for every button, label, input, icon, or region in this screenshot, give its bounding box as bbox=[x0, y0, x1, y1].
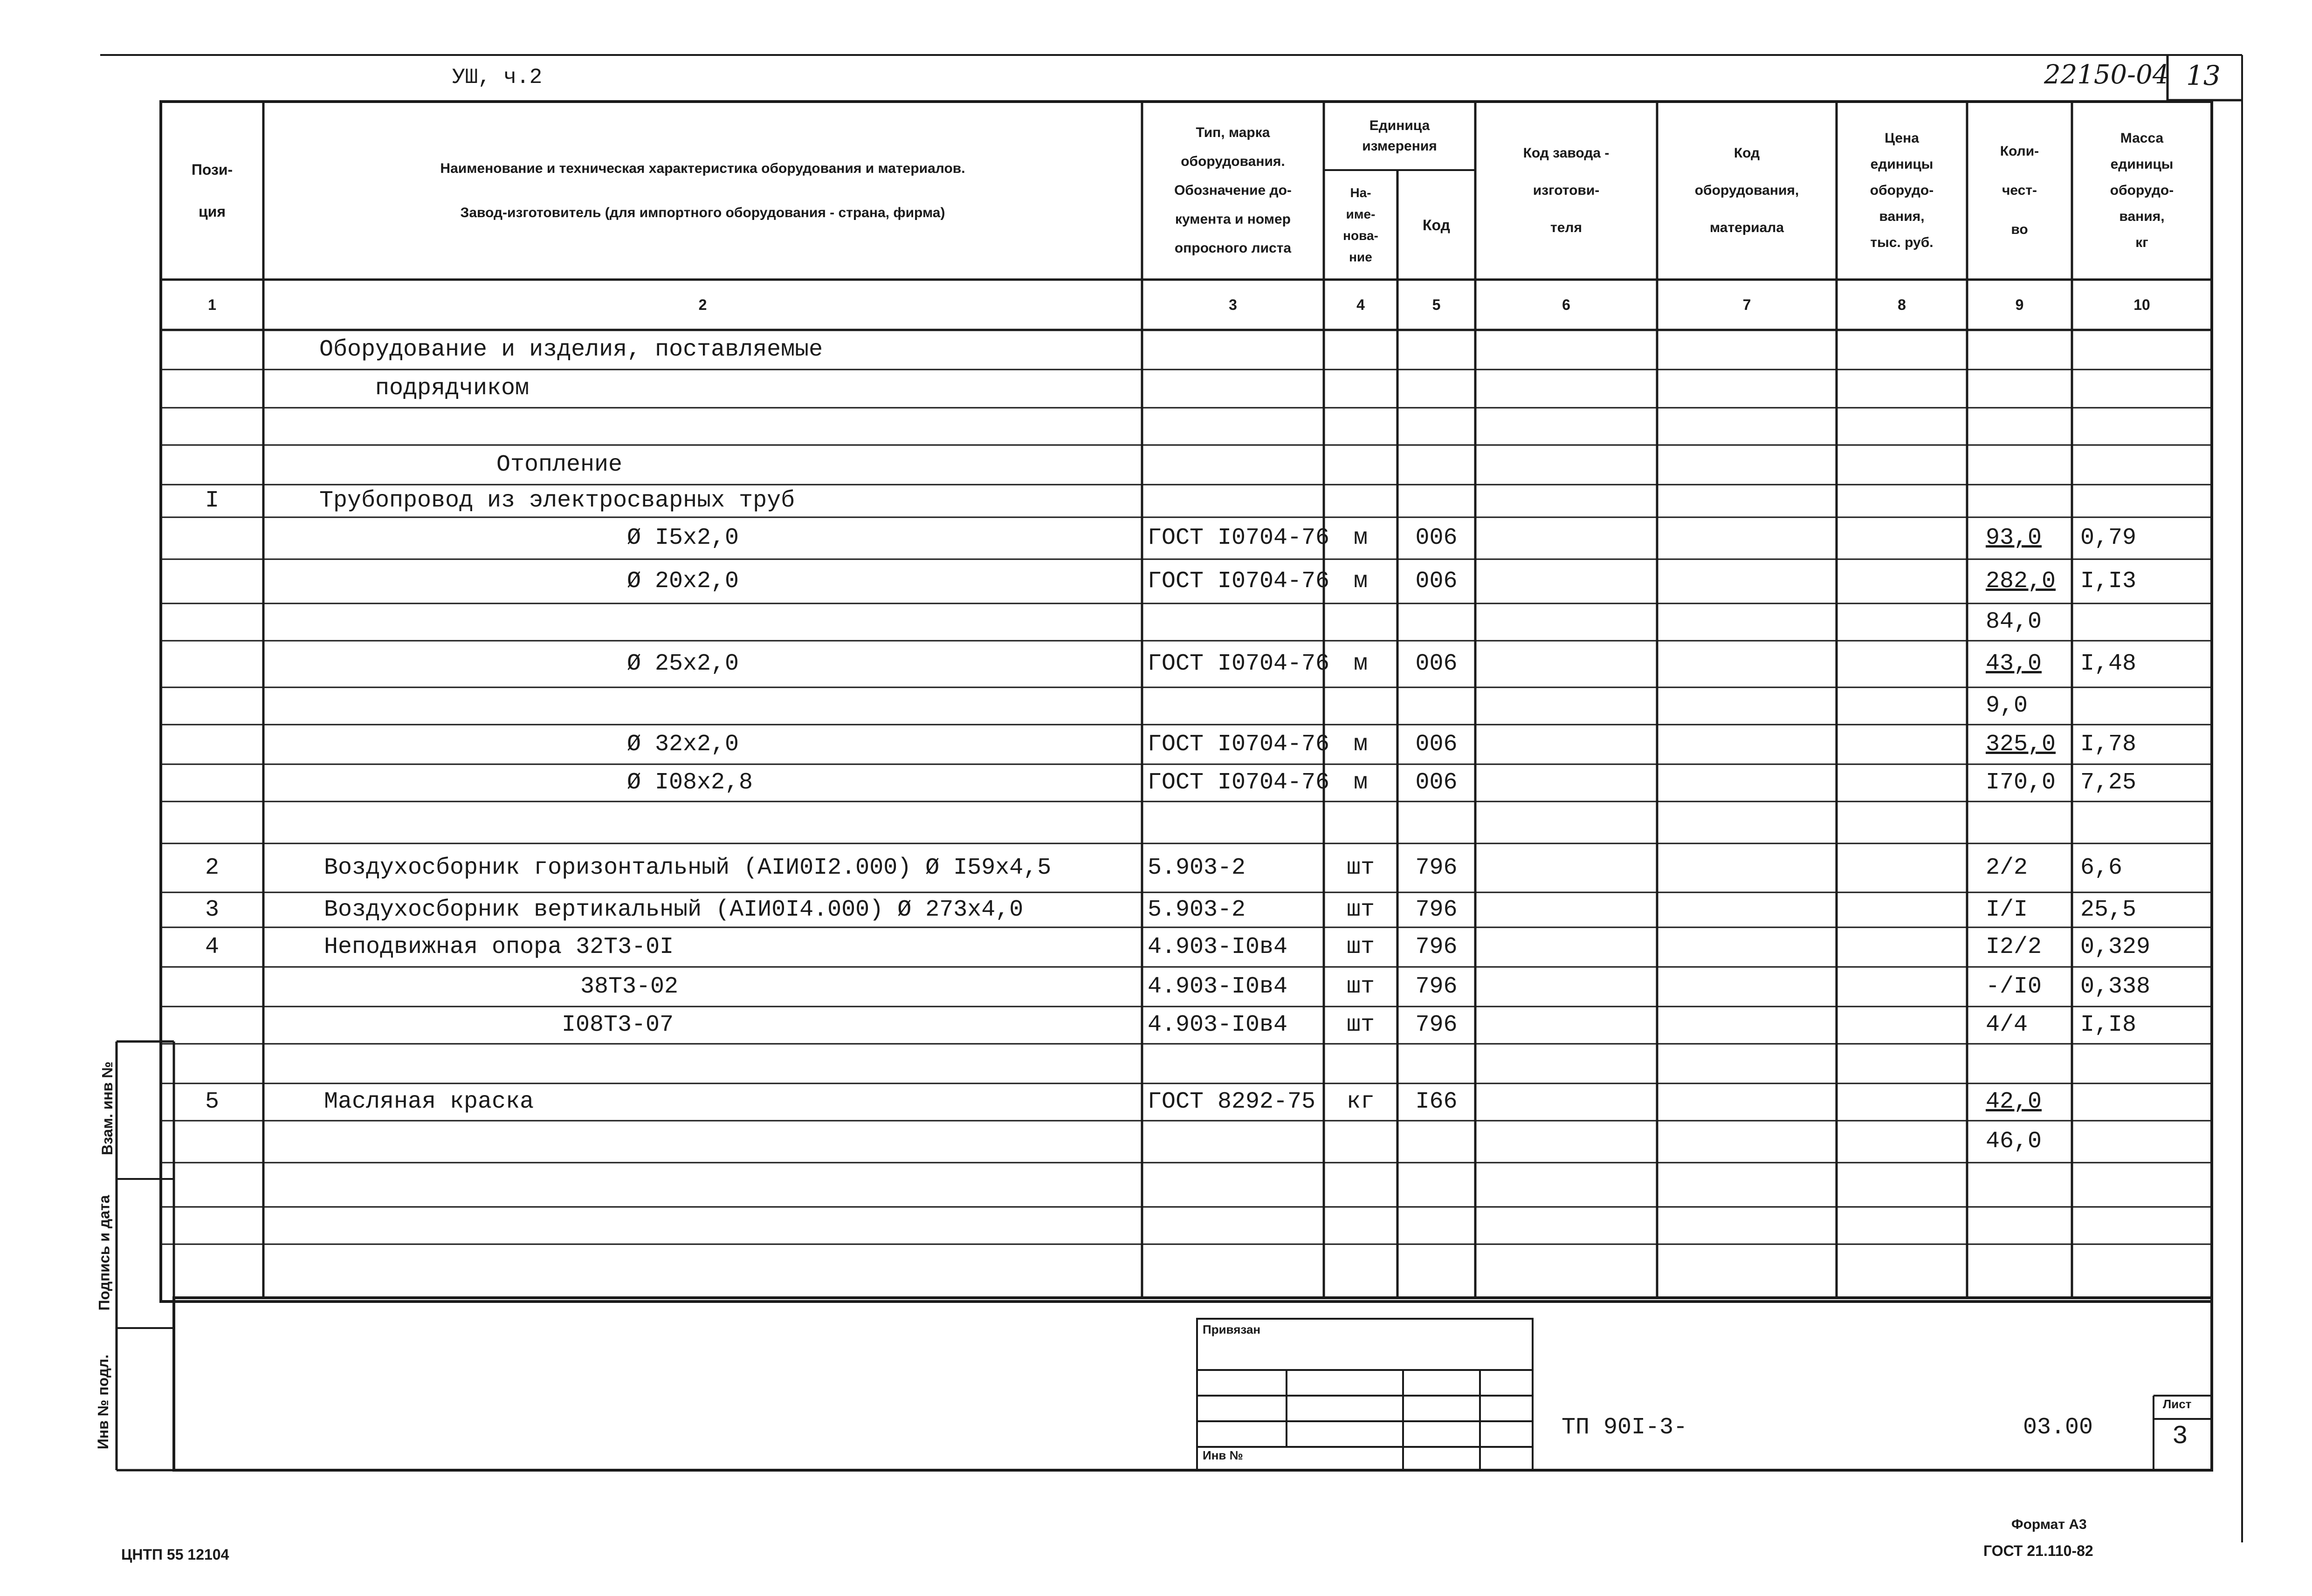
row-quantity: 2/2 bbox=[1986, 855, 2028, 881]
row-mass: I,48 bbox=[2080, 651, 2137, 677]
column-number-3 bbox=[1142, 280, 1324, 330]
header-text: име- bbox=[1346, 206, 1376, 221]
column-number-9 bbox=[1967, 280, 2072, 330]
header-text: ция bbox=[198, 203, 226, 220]
row-position: 4 bbox=[205, 934, 219, 960]
row-unit: м bbox=[1353, 731, 1368, 758]
column-number-10 bbox=[2072, 280, 2212, 330]
column-number-5 bbox=[1397, 280, 1475, 330]
row-quantity: -/I0 bbox=[1986, 973, 2042, 1000]
header-text: Код завода - bbox=[1523, 145, 1610, 161]
stamp-list-number: 3 bbox=[2172, 1421, 2188, 1451]
row-unit-code: 006 bbox=[1415, 525, 1458, 551]
side-label-vzam: Взам. инв № bbox=[99, 1061, 116, 1156]
bottom-left-stamp: ЦНТП 55 12104 bbox=[121, 1546, 229, 1563]
header-text: Единица bbox=[1369, 117, 1430, 133]
header-text: Коли- bbox=[2000, 144, 2039, 159]
header-text: Наименование и техническая характеристика оборудования и материалов. bbox=[440, 161, 965, 176]
column-number-7 bbox=[1657, 280, 1837, 330]
header-unit-code bbox=[1397, 170, 1475, 280]
header-text: оборудо- bbox=[1870, 183, 1934, 198]
row-quantity: I70,0 bbox=[1986, 769, 2056, 796]
row-name: I08Т3-07 bbox=[562, 1012, 674, 1038]
row-document: ГОСТ I0704-76 bbox=[1148, 525, 1330, 551]
row-document: ГОСТ I0704-76 bbox=[1148, 568, 1330, 595]
row-unit: шт bbox=[1346, 934, 1375, 960]
header-text: изготови- bbox=[1533, 183, 1600, 198]
header-text: 1 bbox=[208, 296, 216, 313]
row-document: ГОСТ I0704-76 bbox=[1148, 731, 1330, 758]
header-text: 5 bbox=[1432, 296, 1441, 313]
row-position: 5 bbox=[205, 1089, 219, 1115]
row-mass: 0,338 bbox=[2080, 973, 2151, 1000]
column-number-4 bbox=[1324, 280, 1397, 330]
gost-label: ГОСТ 21.110-82 bbox=[1983, 1542, 2093, 1559]
row-unit: кг bbox=[1346, 1089, 1375, 1115]
row-name: Ø I5x2,0 bbox=[627, 525, 739, 551]
header-mass bbox=[2072, 102, 2212, 280]
row-name: Масляная краска bbox=[324, 1089, 534, 1115]
header-text: теля bbox=[1550, 220, 1582, 235]
header-equipment-code bbox=[1657, 102, 1837, 280]
row-document: ГОСТ 8292-75 bbox=[1148, 1089, 1316, 1115]
row-unit-code: 006 bbox=[1415, 568, 1458, 595]
row-mass: I,I8 bbox=[2080, 1012, 2137, 1038]
row-name: Отопление bbox=[496, 452, 623, 478]
row-name: Ø 25x2,0 bbox=[627, 651, 739, 677]
header-text: вания, bbox=[1879, 209, 1925, 224]
row-mass: I,78 bbox=[2080, 731, 2137, 758]
header-text: единицы bbox=[2110, 157, 2174, 172]
row-document: ГОСТ I0704-76 bbox=[1148, 651, 1330, 677]
column-number-2 bbox=[263, 280, 1142, 330]
row-name: Ø 20x2,0 bbox=[627, 568, 739, 595]
row-name: 38Т3-02 bbox=[580, 973, 679, 1000]
row-document: ГОСТ I0704-76 bbox=[1148, 769, 1330, 796]
row-unit: м bbox=[1353, 769, 1368, 796]
row-document: 4.903-I0в4 bbox=[1148, 934, 1288, 960]
header-text: опросного листа bbox=[1174, 240, 1292, 256]
row-quantity: I/I bbox=[1986, 897, 2028, 923]
row-unit: м bbox=[1353, 525, 1368, 551]
header-text: 7 bbox=[1742, 296, 1751, 313]
header-text: кумента и номер bbox=[1175, 212, 1291, 227]
row-document: 4.903-I0в4 bbox=[1148, 973, 1288, 1000]
row-unit-code: 796 bbox=[1415, 897, 1458, 923]
row-name: Ø 32x2,0 bbox=[627, 731, 739, 758]
row-unit-code: I66 bbox=[1415, 1089, 1458, 1115]
row-position: I bbox=[205, 487, 219, 514]
header-text: ние bbox=[1349, 249, 1372, 264]
row-unit: шт bbox=[1346, 973, 1375, 1000]
row-mass: 0,79 bbox=[2080, 525, 2137, 551]
column-number-6 bbox=[1475, 280, 1657, 330]
header-text: материала bbox=[1709, 220, 1784, 235]
header-text: чест- bbox=[2002, 183, 2037, 198]
header-text: единицы bbox=[1870, 157, 1934, 172]
header-text: Код bbox=[1423, 216, 1450, 233]
row-mass: 6,6 bbox=[2080, 855, 2123, 881]
row-document: 5.903-2 bbox=[1148, 897, 1246, 923]
row-mass: 25,5 bbox=[2080, 897, 2137, 923]
row-unit-code: 006 bbox=[1415, 651, 1458, 677]
header-text: Цена bbox=[1885, 130, 1919, 146]
column-number-1 bbox=[161, 280, 263, 330]
header-text: 8 bbox=[1898, 296, 1906, 313]
row-unit: шт bbox=[1346, 855, 1375, 881]
row-name: Ø I08x2,8 bbox=[627, 769, 753, 796]
row-quantity: 46,0 bbox=[1986, 1128, 2042, 1155]
row-quantity: 84,0 bbox=[1986, 609, 2042, 635]
side-label-signature: Подпись и дата bbox=[96, 1195, 113, 1311]
header-text: 3 bbox=[1229, 296, 1237, 313]
row-quantity: 4/4 bbox=[1986, 1012, 2028, 1038]
row-name: Неподвижная опора 32Т3-0I bbox=[324, 934, 674, 960]
row-document: 5.903-2 bbox=[1148, 855, 1246, 881]
row-name: Воздухосборник горизонтальный (АIИ0I2.000) Ø I59x4,5 bbox=[324, 855, 1052, 881]
header-text: Тип, марка bbox=[1196, 125, 1270, 140]
header-price bbox=[1837, 102, 1967, 280]
header-text: 6 bbox=[1562, 296, 1570, 313]
stamp-designation: ТП 90I-3- bbox=[1562, 1414, 1688, 1441]
header-name bbox=[263, 102, 1142, 280]
row-unit-code: 796 bbox=[1415, 1012, 1458, 1038]
header-text: кг bbox=[2135, 235, 2148, 250]
row-document: 4.903-I0в4 bbox=[1148, 1012, 1288, 1038]
header-text: 9 bbox=[2015, 296, 2024, 313]
header-text: нова- bbox=[1343, 228, 1378, 243]
row-quantity: 42,0 bbox=[1986, 1089, 2042, 1115]
row-mass: 7,25 bbox=[2080, 769, 2137, 796]
handwritten-code: 22150-04 bbox=[2044, 60, 2169, 90]
row-position: 3 bbox=[205, 897, 219, 923]
row-unit: м bbox=[1353, 568, 1368, 595]
header-text: во bbox=[2011, 222, 2028, 237]
header-text: 10 bbox=[2133, 296, 2150, 313]
page-number-top: 13 bbox=[2186, 60, 2221, 91]
row-unit: м bbox=[1353, 651, 1368, 677]
stamp-inv-no: Инв № bbox=[1203, 1448, 1243, 1462]
stamp-list-label: Лист bbox=[2163, 1397, 2192, 1411]
header-text: Обозначение до- bbox=[1174, 183, 1292, 198]
row-unit: шт bbox=[1346, 897, 1375, 923]
row-quantity: 9,0 bbox=[1986, 692, 2028, 719]
header-text: вания, bbox=[2119, 209, 2165, 224]
stamp-code: 03.00 bbox=[2023, 1414, 2093, 1441]
header-text: Завод-изготовитель (для импортного оборудования - страна, фирма) bbox=[460, 205, 945, 220]
header-quantity bbox=[1967, 102, 2072, 280]
row-quantity: 282,0 bbox=[1986, 568, 2056, 595]
header-text: тыс. руб. bbox=[1870, 235, 1934, 250]
stamp-privyazan: Привязан bbox=[1203, 1322, 1261, 1336]
side-label-inv: Инв № подл. bbox=[95, 1354, 112, 1450]
row-mass: 0,329 bbox=[2080, 934, 2151, 960]
header-position bbox=[161, 102, 263, 280]
header-unit-group bbox=[1324, 102, 1475, 170]
row-unit-code: 006 bbox=[1415, 731, 1458, 758]
row-name: Оборудование и изделия, поставляемые bbox=[319, 336, 823, 363]
header-text: измерения bbox=[1362, 138, 1437, 154]
row-unit-code: 796 bbox=[1415, 973, 1458, 1000]
header-plant-code bbox=[1475, 102, 1657, 280]
row-name: подрядчиком bbox=[375, 375, 530, 402]
header-unit-name bbox=[1324, 170, 1397, 280]
header-text: Пози- bbox=[191, 161, 233, 178]
row-mass: I,I3 bbox=[2080, 568, 2137, 595]
header-text: Масса bbox=[2120, 130, 2164, 146]
row-unit-code: 006 bbox=[1415, 769, 1458, 796]
row-position: 2 bbox=[205, 855, 219, 881]
header-text: На- bbox=[1350, 185, 1371, 200]
column-number-8 bbox=[1837, 280, 1967, 330]
stamp-frame bbox=[174, 1298, 2212, 1470]
row-name: Трубопровод из электросварных труб bbox=[319, 487, 795, 514]
row-unit-code: 796 bbox=[1415, 934, 1458, 960]
row-unit-code: 796 bbox=[1415, 855, 1458, 881]
row-unit: шт bbox=[1346, 1012, 1375, 1038]
row-quantity: I2/2 bbox=[1986, 934, 2042, 960]
header-text: 2 bbox=[698, 296, 707, 313]
header-type bbox=[1142, 102, 1324, 280]
row-name: Воздухосборник вертикальный (АIИ0I4.000) Ø 273x4,0 bbox=[324, 897, 1024, 923]
row-quantity: 93,0 bbox=[1986, 525, 2042, 551]
header-text: оборудования, bbox=[1694, 183, 1799, 198]
header-text: оборудо- bbox=[2110, 183, 2174, 198]
row-quantity: 43,0 bbox=[1986, 651, 2042, 677]
header-text: 4 bbox=[1356, 296, 1365, 313]
sheet-top-label: УШ, ч.2 bbox=[452, 65, 543, 89]
row-quantity: 325,0 bbox=[1986, 731, 2056, 758]
format-label: Формат А3 bbox=[2011, 1517, 2087, 1532]
header-text: оборудования. bbox=[1181, 154, 1285, 169]
header-text: Код bbox=[1734, 145, 1760, 161]
